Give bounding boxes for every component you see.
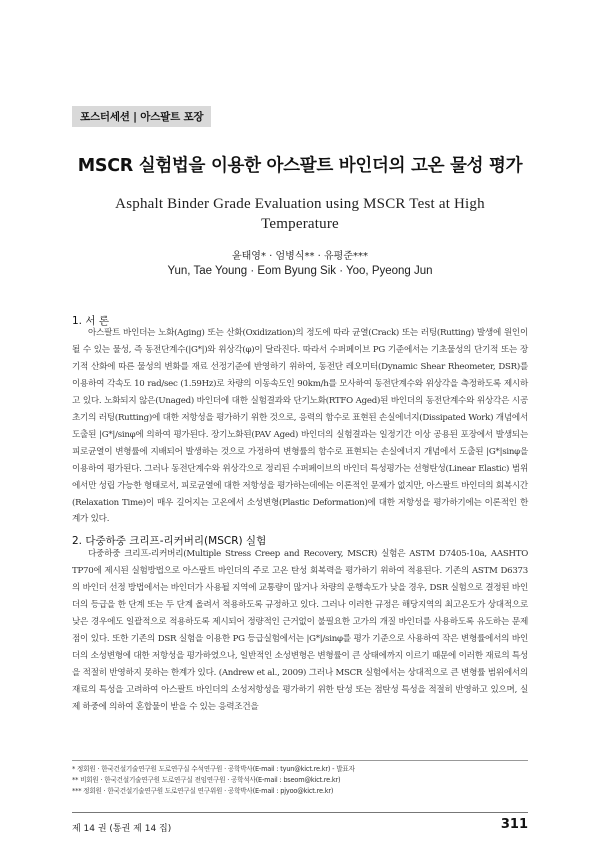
section-tag: 포스터세션 | 아스팔트 포장 [72,106,211,127]
section-1-body [72,325,528,528]
section-1-heading: 1. 서 론 [72,315,109,327]
footnote-divider [72,760,528,761]
paper-title-korean: MSCR 실험법을 이용한 아스팔트 바인더의 고온 물성 평가 [77,156,523,176]
paper-title-english: Asphalt Binder Grade Evaluation using MSCR Test at High Temperature [115,196,485,232]
volume-label: 제 14 권 (통권 제 14 집) [72,824,172,834]
section-2-body [72,546,528,716]
footnotes [72,764,532,798]
footnote-item: * 정회원 · 한국건설기술연구원 도로연구실 수석연구원 · 공학박사(E-mail : tyun@kict.re.kr) - 발표자 [72,765,355,773]
footnote-item: ** 비회원 · 한국건설기술연구원 도로연구실 전임연구원 · 공학석사(E-mail : bseom@kict.re.kr) [72,776,341,785]
section-2-paragraph: 다중하중 크리프-리커버리(Multiple Stress Creep and Recovery, MSCR) 실험은 ASTM D7405-10a, AASHTO TP70에 제시된 실험방법으로 아스팔트 바인더의 주로 고온 탄성 회복력을 평가하기 위하여 적용된다. 기존의 ASTM D6373의 바인더 선정 방법에서는 바인더가 사용될 지역에 교통량이 많거나 차량의 운행속도가 낮을 경우, DSR 실험으로 결정된 바인더의 등급을 한 단계 또는 두 단계 올려서 적용하도록 규정하고 있다. 그러나 이러한 규정은 해당지역의 최고온도가 상대적으로 낮은 경우에도 일괄적으로 적용하도록 제시되어 정량적인 근거없이 불필요한 고가의 개질 바인더를 사용하도록 유도하는 문제점이 있다. 또한 기존의 DSR 실험을 이용한 PG 등급실험에서는 |G*|/sinφ를 평가 기준으로 사용하여 작은 변형률에서의 바인더의 소성변형에 대한 저항성을 평가하였으나, 일반적인 소성변형은 변형률이 큰 상태에까지 이르기 때문에 이러한 재료의 특성을 적절히 반영하지 못하는 한계가 있다. (Andrew et al., 2009) 그러나 MSCR 실험에서는 상대적으로 큰 변형률 범위에서의 재료의 특성을 고려하여 아스팔트 바인더의 소성저항성을 평가하기 위한 탄성 또는 점탄성 특성을 적절히 반영하고 있으며, 실제 하중에 의하여 혼합물이 받을 수 있는 응력조건을 [72,549,528,712]
footnote-item: *** 정회원 · 한국건설기술연구원 도로연구실 연구위원 · 공학박사(E-mail : pjyoo@kict.re.kr) [72,787,334,796]
footer-divider [72,812,528,813]
authors-english: Yun, Tae Young · Eom Byung Sik · Yoo, Pyeong Jun [167,265,433,277]
section-2-heading: 2. 다중하중 크리프-리커버리(MSCR) 실험 [72,535,267,547]
page-number: 311 [500,817,528,832]
authors-korean: 윤태영* · 엄병식** · 유평준*** [231,251,368,262]
section-1-paragraph: 아스팔트 바인더는 노화(Aging) 또는 산화(Oxidization)의 정도에 따라 균열(Crack) 또는 러팅(Rutting) 발생에 원인이 될 수 있는 물성, 즉 동전단계수(|G*|)와 위상각(φ)이 달라진다. 따라서 수퍼페이브 PG 기준에서는 기초물성의 단기적 또는 장기적 산화에 따른 물성의 변화를 재료 선정기준에 반영하기 위하여, 동전단 레오미터(Dynamic Shear Rheometer, DSR)를 이용하여 각속도 10 rad/sec (1.59Hz)로 차량의 이동속도인 90km/h를 모사하여 동전단계수와 위상각을 측정하도록 제시하고 있다. 노화되지 않은(Unaged) 바인더에 대한 실험결과와 단기노화(RTFO Aged)된 바인더의 동전단계수와 위상각은 시공 초기의 러팅(Rutting)에 대한 저항성을 평가하기 위한 것으로, 응력의 함수로 표현된 손실에너지(Dissipated Work) 개념에서 도출된 |G*|/sinφ에 의하여 평가된다. 장기노화된(PAV Aged) 바인더의 실험결과는 일정기간 이상 공용된 포장에서 발생되는 피로균열이 변형률에 지배되어 발생하는 것으로 가정하여 변형률의 함수로 표현되는 손실에너지 개념에서 도출된 |G*|sinφ을 이용하여 평가된다. 그러나 동전단계수와 위상각으로 정리된 수퍼페이브의 바인더 특성평가는 선형탄성(Linear Elastic) 범위에서만 성립 가능한 형태로서, 피로균열에 대한 저항성을 평가하는데에는 이론적인 문제가 없지만, 아스팔트 바인더의 회복시간(Relaxation Time)이 매우 길어지는 고온에서 소성변형(Plastic Deformation)에 대한 저항성을 평가하기에는 이론적인 한계가 있다. [72,328,528,525]
